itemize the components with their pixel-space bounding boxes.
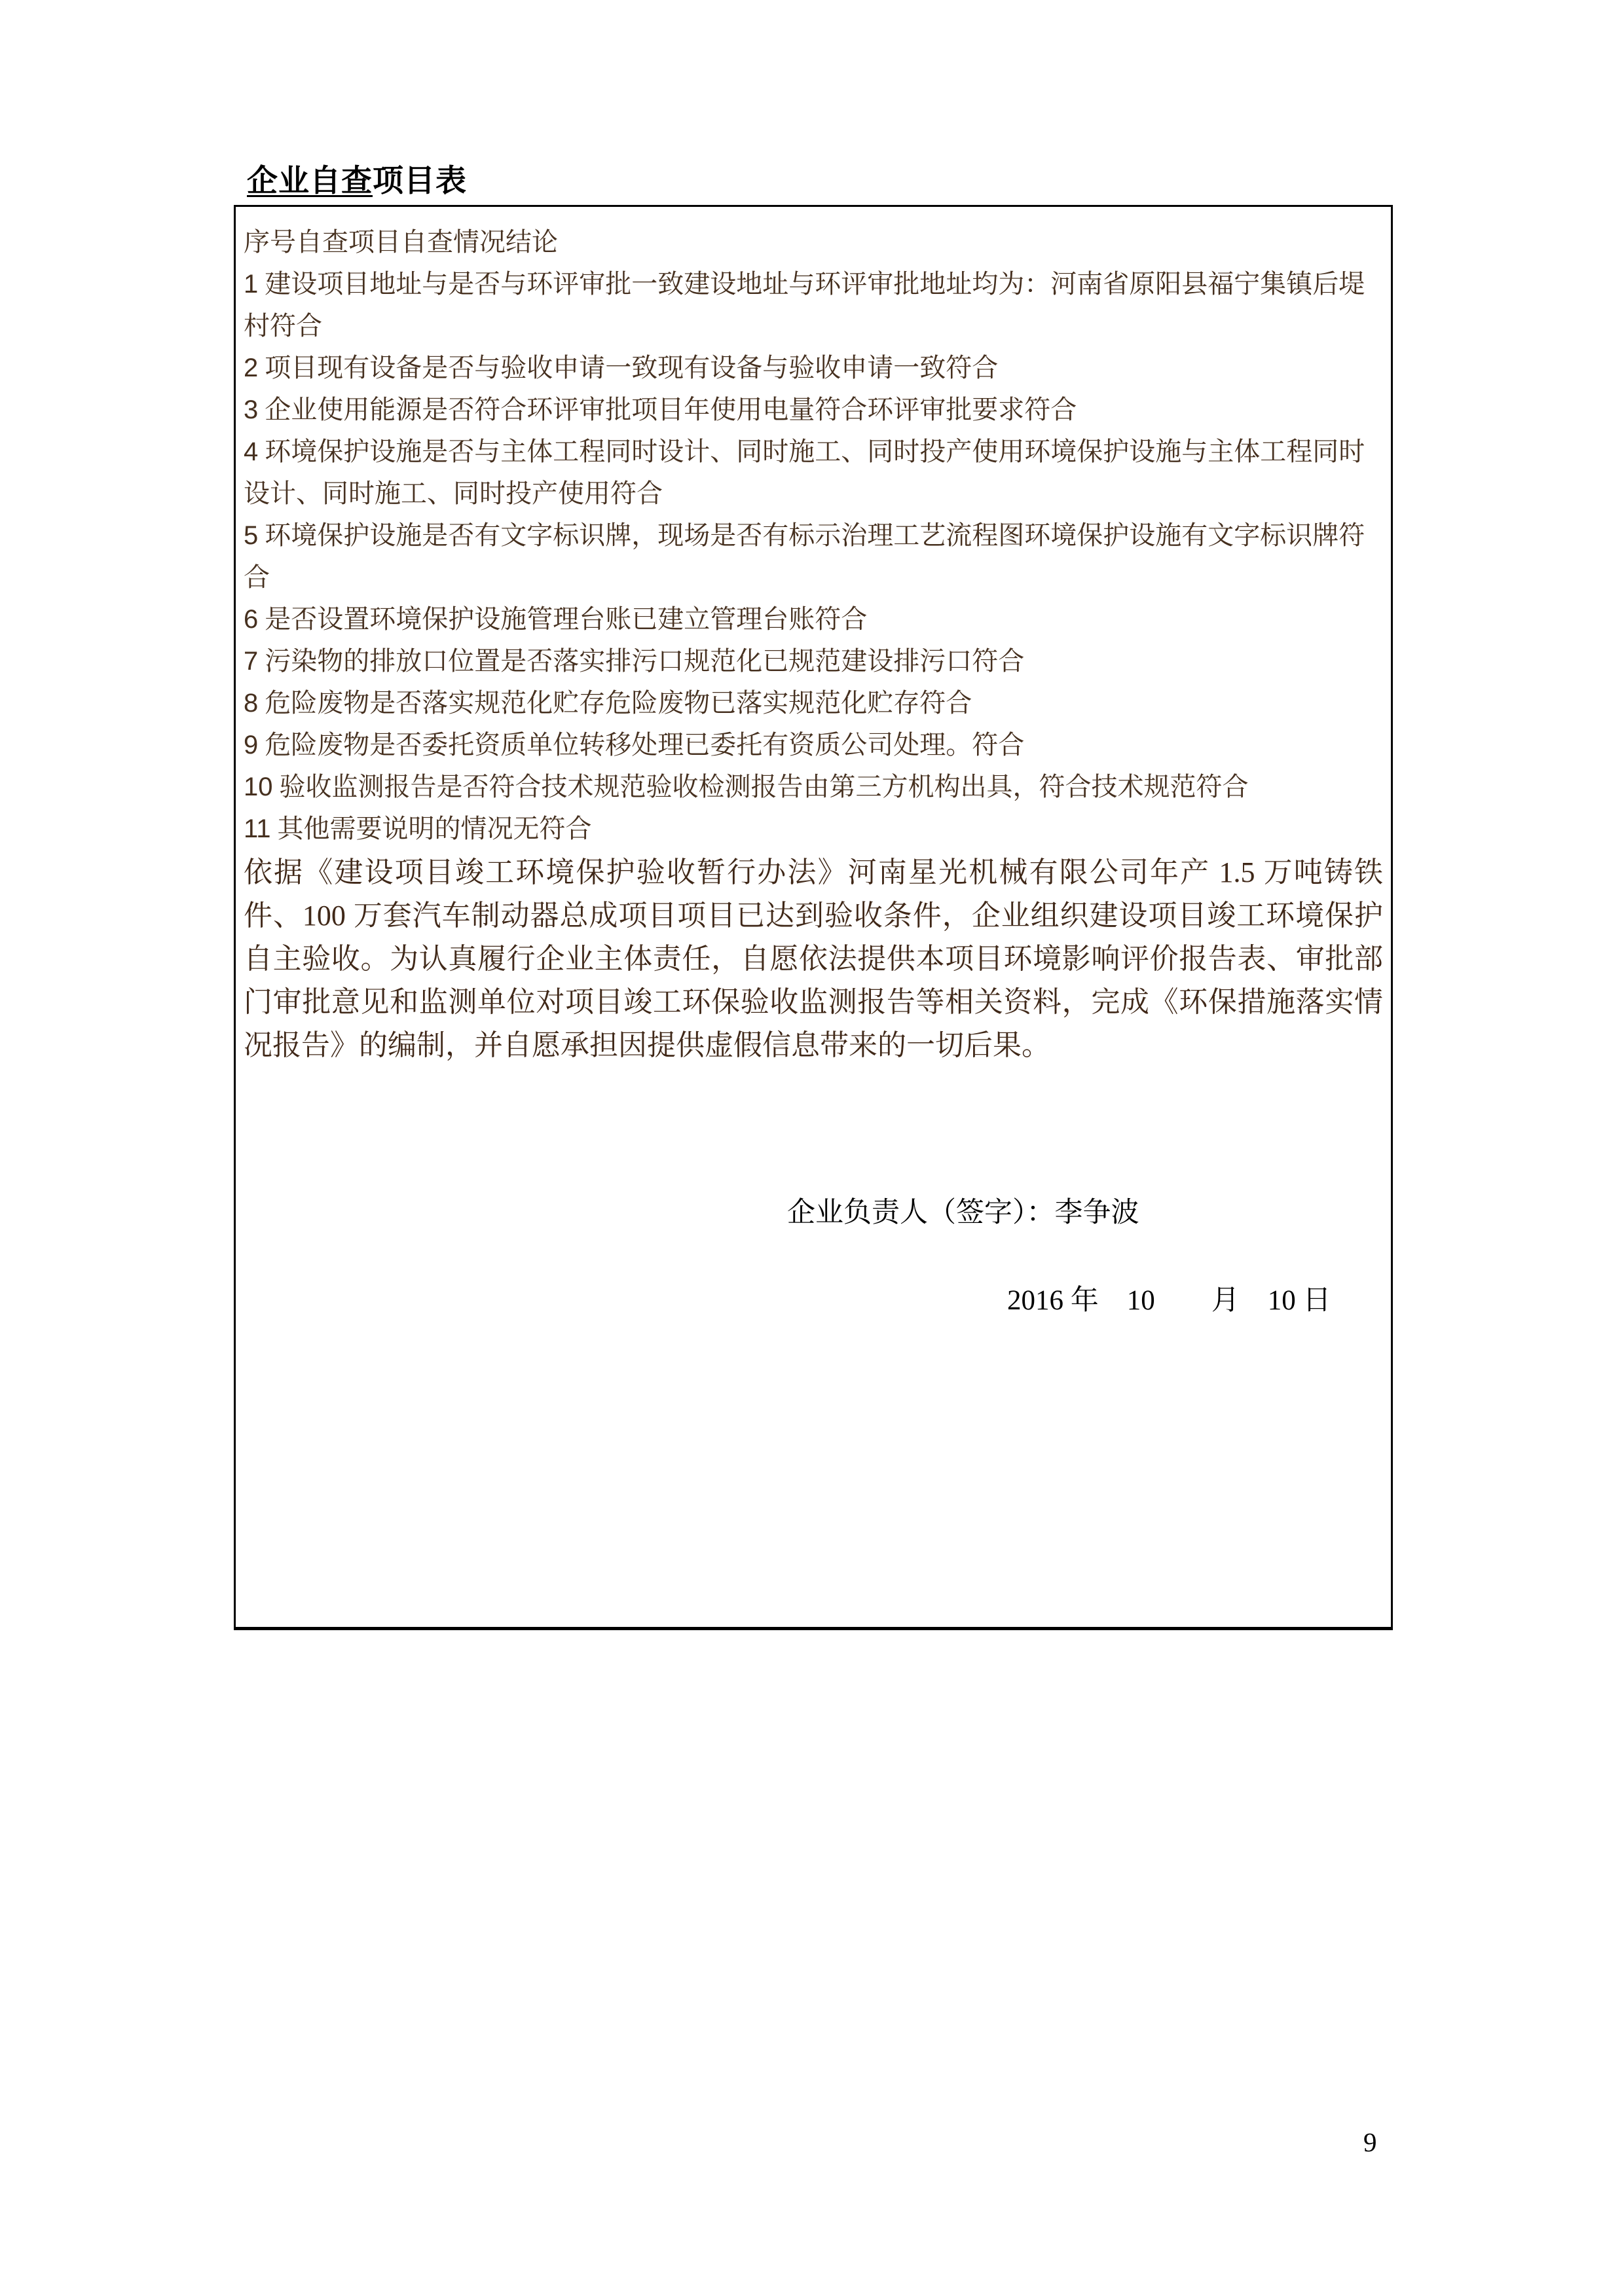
table-row: [244, 724, 1390, 766]
self-inspection-table: [234, 205, 1393, 1630]
page-title: [247, 162, 467, 199]
page-number: 9: [1363, 2127, 1377, 2157]
row-text: 污染物的排放口位置是否落实排污口规范化已规范建设排污口符合: [265, 646, 1025, 676]
row-number: 6: [244, 605, 259, 634]
page-title-underlined: 企业自查: [247, 163, 373, 198]
row-number: 8: [244, 689, 259, 718]
table-row: [244, 640, 1390, 682]
table-row: [244, 347, 1390, 389]
page-title-rest: 项目表: [373, 163, 467, 198]
table-content: [236, 207, 1391, 1067]
signature-line: 企业负责人（签字）：李争波: [787, 1197, 1139, 1228]
row-number: 11: [244, 814, 271, 843]
row-number: 3: [244, 395, 259, 424]
declaration-paragraph: 依据《建设项目竣工环境保护验收暂行办法》河南星光机械有限公司年产 1.5 万吨铸铁件、100 万套汽车制动器总成项目项目已达到验收条件，企业组织建设项目竣工环境保护自主验收。为认真履行企业主体责任，自愿依法提供本项目环境影响评价报告表、审批部门审批意见和监测单位对项目竣工环保验收监测报告等相关资料，完成《环保措施落实情况报告》的编制，并自愿承担因提供虚假信息带来的一切后果。: [244, 856, 1383, 1061]
row-text: 危险废物是否委托资质单位转移处理已委托有资质公司处理。符合: [265, 730, 1025, 759]
table-row: [244, 431, 1390, 515]
table-row: [244, 766, 1390, 808]
table-row: [244, 682, 1390, 724]
table-row: [244, 263, 1390, 347]
row-text: 其他需要说明的情况无符合: [277, 814, 592, 843]
row-text: 是否设置环境保护设施管理台账已建立管理台账符合: [265, 604, 868, 634]
row-number: 2: [244, 354, 259, 382]
row-text: 企业使用能源是否符合环评审批项目年使用电量符合环评审批要求符合: [265, 395, 1077, 424]
row-number: 4: [244, 437, 259, 466]
table-row: [244, 389, 1390, 431]
row-text: 危险废物是否落实规范化贮存危险废物已落实规范化贮存符合: [265, 688, 972, 718]
row-number: 9: [244, 731, 259, 759]
row-text: 项目现有设备是否与验收申请一致现有设备与验收申请一致符合: [265, 353, 999, 382]
date-line: 2016 年 10 月 10 日: [1007, 1285, 1331, 1316]
row-text: 环境保护设施是否有文字标识牌，现场是否有标示治理工艺流程图环境保护设施有文字标识牌符合: [244, 520, 1365, 592]
row-number: 5: [244, 521, 259, 550]
row-text: 建设项目地址与是否与环评审批一致建设地址与环评审批地址均为：河南省原阳县福宁集镇后堤村符合: [244, 269, 1365, 340]
row-number: 10: [244, 773, 273, 801]
row-text: 验收监测报告是否符合技术规范验收检测报告由第三方机构出具，符合技术规范符合: [279, 772, 1249, 801]
table-header-row: 序号自查项目自查情况结论: [244, 227, 558, 257]
row-number: 1: [244, 270, 259, 299]
table-row: [244, 598, 1390, 640]
table-row: [244, 515, 1390, 598]
table-row: [244, 808, 1390, 850]
row-text: 环境保护设施是否与主体工程同时设计、同时施工、同时投产使用环境保护设施与主体工程同时设计、同时施工、同时投产使用符合: [244, 437, 1365, 508]
row-number: 7: [244, 647, 259, 676]
